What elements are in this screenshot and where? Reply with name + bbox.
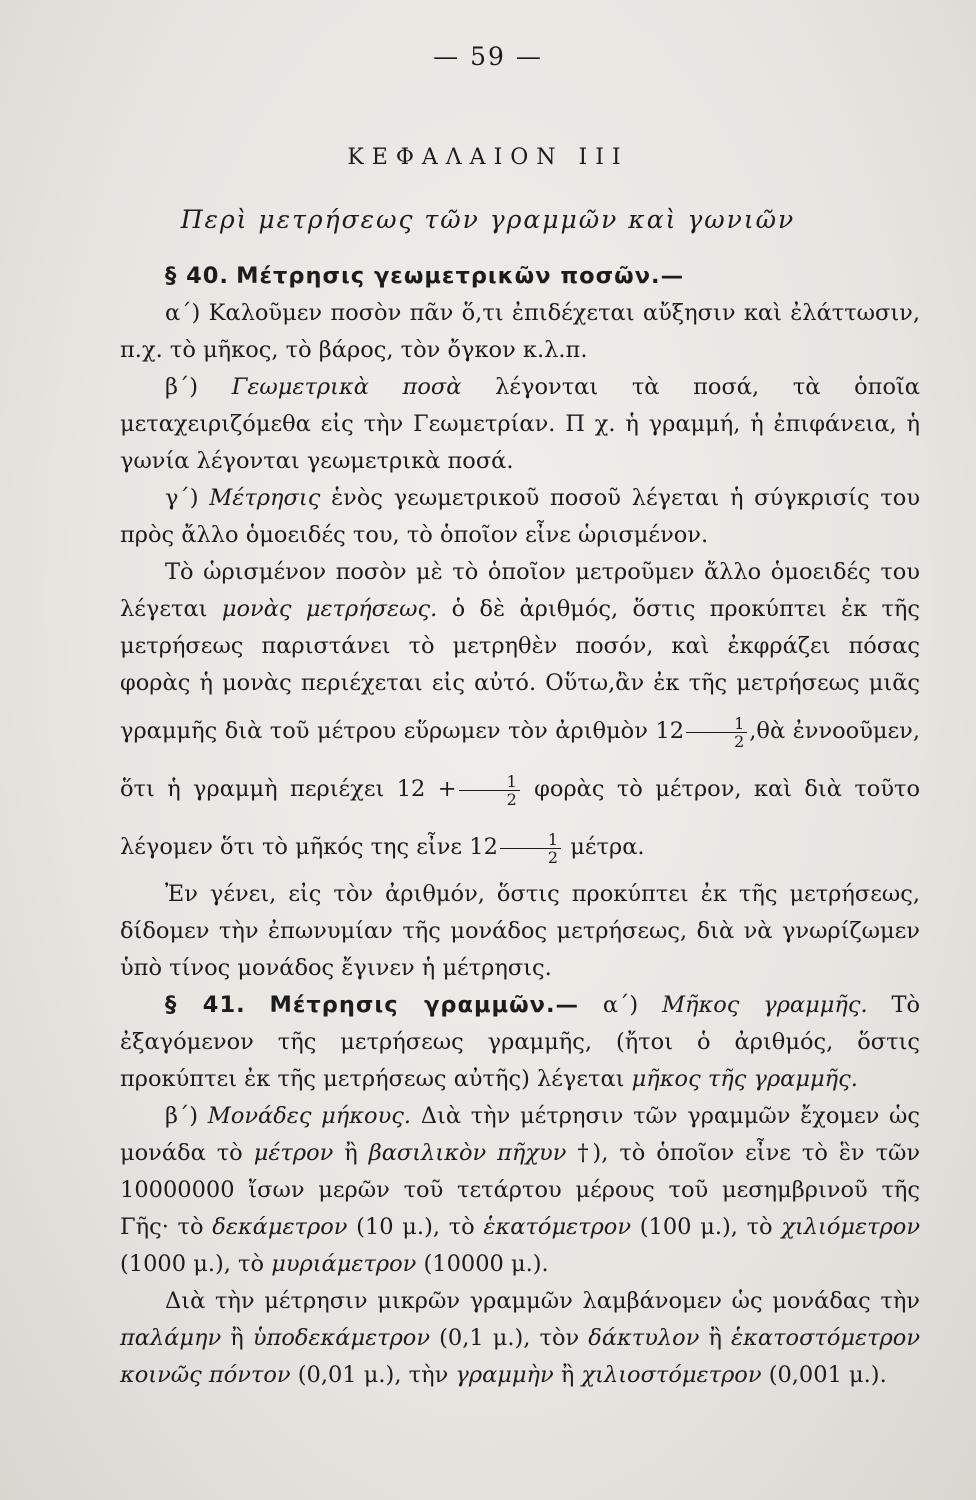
word-or-1: ἢ — [230, 1325, 244, 1351]
text-40b: λέγονται τὰ ποσά, τὰ ὁποῖα μεταχειριζόμεθα εἰς τὴν Γεωμετρίαν. Π χ. ἡ γραμμή, ἡ ἐπιφάνεια, ἡ γωνία λέγονται γεωμετρικὰ ποσά. — [120, 374, 921, 474]
value-hektometer: (100 μ.), τὸ — [639, 1214, 773, 1240]
term-40b: Γεωμετρικὰ ποσὰ — [231, 374, 462, 400]
value-millimeter: (0,001 μ.). — [768, 1362, 887, 1388]
text-41a-1: Τὸ ἐξαγόμενον τῆς μετρήσεως γραμμῆς, (ἤτοι ὁ ἀριθμός, ὅστις προκύπτει ἐκ τῆς μετρήσεως αὐτῆς) λέγεται — [120, 992, 921, 1092]
section-40-heading — [120, 258, 920, 295]
label-40c: γ΄) — [165, 485, 199, 511]
text-40a: πᾶν ὅ,τι ἐπιδέχεται αὔξησιν καὶ ἐλάττωσιν, π.χ. τὸ μῆκος, τὸ βάρος, τὸν ὄγκον κ.λ.π. — [120, 300, 921, 363]
value-kilometer: (1000 μ.), τὸ — [120, 1251, 265, 1277]
value-centimeter: (0,01 μ.), τὴν — [297, 1362, 449, 1388]
chapter-heading: ΚΕΦΑΛΑΙΟΝ III — [347, 145, 629, 170]
paragraph-40c — [120, 480, 920, 554]
term-palm: παλάμην — [120, 1325, 222, 1351]
fraction-denominator: 2 — [734, 731, 745, 751]
term-41b: Μονάδες μήκους. — [207, 1103, 412, 1129]
term-myriameter: μυριάμετρον — [271, 1251, 417, 1277]
section-41-title: Μέτρησις γραμμῶν.— — [269, 992, 580, 1018]
label-40a: α΄) — [165, 300, 201, 326]
term-decimeter: ὑποδεκάμετρον — [252, 1325, 431, 1351]
paragraph-41b — [120, 1098, 920, 1283]
fraction-half-2 — [459, 773, 520, 808]
term-40d: μονὰς μετρήσεως. — [221, 596, 438, 622]
text-41c-1: Διὰ τὴν μέτρησιν μικρῶν γραμμῶν λαμβάνομεν ὡς μονάδας τὴν — [165, 1288, 920, 1314]
term-hektometer: ἑκατόμετρον — [483, 1214, 632, 1240]
paragraph-40d — [120, 554, 920, 876]
text-40d-1: Τὸ ὡρισμένον ποσὸν μὲ τὸ ὁποῖον μετροῦμεν ἄλλο ὁμοειδές του λέγεται — [120, 559, 920, 622]
label-40b: β΄) — [165, 374, 199, 400]
page-number: — 59 — — [433, 42, 543, 71]
term-kilometer: χιλιόμετρον — [781, 1214, 921, 1240]
term-41a: Μῆκος γραμμῆς. — [661, 992, 868, 1018]
section-40-mark: § 40. — [165, 263, 229, 289]
section-41-heading — [120, 987, 920, 1098]
paragraph-40a — [120, 295, 920, 369]
term-millimeter: χιλιοστόμετρον — [581, 1362, 762, 1388]
fraction-half — [686, 715, 747, 750]
text-40c: ἑνὸς γεωμετρικοῦ ποσοῦ λέγεται ἡ σύγκρισίς του πρὸς ἄλλο ὁμοειδές του, τὸ ὁποῖον εἶνε ὡρισμένον. — [120, 485, 920, 548]
body-text — [120, 258, 920, 1394]
label-41a: α΄) — [602, 992, 639, 1018]
number-12: 12 — [655, 718, 685, 744]
term-line: γραμμὴν — [455, 1362, 554, 1388]
fraction-numerator-2: 1 — [459, 773, 520, 791]
term-41a-2: μῆκος τῆς γραμμῆς. — [631, 1066, 858, 1092]
text-40d-3: ,θὰ ἐννοοῦμεν, ὅτι ἡ γραμμὴ περιέχει — [120, 718, 921, 802]
word-or-2: ἢ — [708, 1325, 722, 1351]
paragraph-41c — [120, 1283, 920, 1394]
text-40e: Ἐν γένει, εἰς τὸν ἀριθμόν, ὅστις προκύπτει ἐκ τῆς μετρήσεως, δίδομεν τὴν ἐπωνυμίαν τῆς μονάδος μετρήσεως, διὰ νὰ γνωρίζωμεν ὑπὸ τίνος μονάδος ἔγινεν ἡ μέτρησις. — [120, 881, 920, 981]
text-41b-2: †), τὸ ὁποῖον εἶνε τὸ ἓν τῶν 10000000 ἴσων μερῶν τοῦ τετάρτου μέρους τοῦ μεσημβρινοῦ τῆς Γῆς· τὸ — [120, 1140, 921, 1240]
fraction-numerator-3: 1 — [500, 831, 561, 849]
term-40c: Μέτρησις — [209, 485, 321, 511]
value-myriameter: (10000 μ.). — [423, 1251, 549, 1277]
text-41b-1: Διὰ τὴν μέτρησιν τῶν γραμμῶν ἔχομεν ὡς μονάδα τὸ — [120, 1103, 921, 1166]
value-dekameter: (10 μ.), τὸ — [356, 1214, 475, 1240]
text-40d-5: μέτρα. — [570, 834, 645, 860]
term-dekameter: δεκάμετρον — [212, 1214, 348, 1240]
fraction-denominator-2: 2 — [506, 789, 517, 809]
word-or-3: ἢ — [560, 1362, 575, 1388]
text-40d-2: ὁ δὲ ἀριθμός, ὅστις προκύπτει ἐκ τῆς μετρήσεως παριστάνει τὸ μετρηθὲν ποσόν, καὶ ἐκφράζει πόσας φορὰς ἡ μονὰς περιέχεται εἰς αὐτό. Οὕτω,ἂν ἐκ τῆς μετρήσεως μιᾶς γραμμῆς διὰ τοῦ μέτρου εὕρωμεν τὸν ἀριθμὸν — [120, 596, 921, 744]
paragraph-40b — [120, 369, 920, 480]
paragraph-40e — [120, 876, 920, 987]
term-meter: μέτρον — [253, 1140, 334, 1166]
fraction-half-3 — [500, 831, 561, 866]
fraction-denominator-3: 2 — [547, 847, 559, 867]
number-12-b: 12 — [469, 834, 498, 860]
text-40d-4: φορὰς τὸ μέτρον, καὶ διὰ τοῦτο λέγομεν ὅτι τὸ μῆκός της εἶνε — [120, 776, 920, 860]
section-40-title: Μέτρησις γεωμετρικῶν ποσῶν.— — [236, 263, 685, 289]
term-finger: δάκτυλον — [588, 1325, 700, 1351]
fraction-numerator: 1 — [686, 715, 747, 733]
word-or: ἢ — [344, 1140, 358, 1166]
label-41b: β΄) — [165, 1103, 199, 1129]
number-12-plus: 12 + — [396, 776, 457, 802]
chapter-subtitle: Περὶ μετρήσεως τῶν γραμμῶν καὶ γωνιῶν — [180, 205, 796, 234]
section-41-mark: § 41. — [165, 992, 246, 1018]
term-royal-cubit: βασιλικὸν πῆχυν — [368, 1140, 567, 1166]
term-40a: Καλοῦμεν ποσὸν — [208, 300, 402, 326]
term-centimeter: ἑκατοστόμετρον κοινῶς πόντον — [120, 1325, 921, 1388]
value-decimeter: (0,1 μ.), τὸν — [439, 1325, 580, 1351]
